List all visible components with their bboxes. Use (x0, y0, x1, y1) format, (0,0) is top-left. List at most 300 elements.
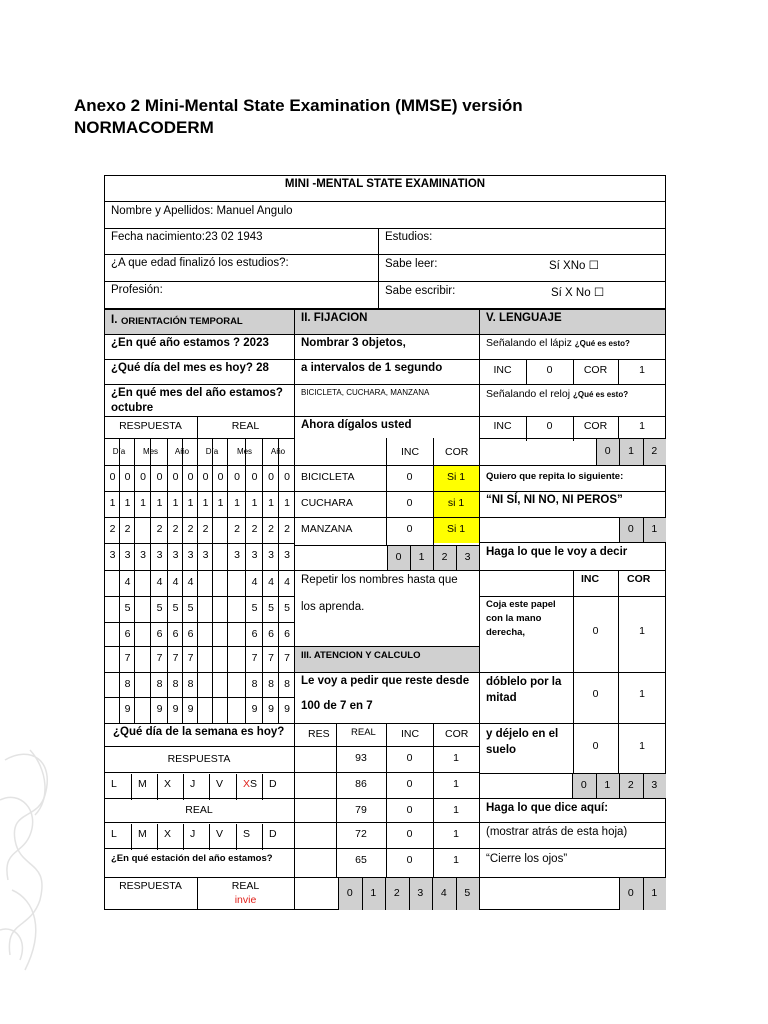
fix-item-name: CUCHARA (301, 497, 353, 509)
digit-cell[interactable]: 4 (284, 576, 290, 588)
score-cell[interactable]: 3 (464, 551, 471, 563)
digit-cell[interactable]: 5 (156, 602, 163, 614)
calc-inc[interactable]: 0 (406, 854, 413, 866)
cmd-2: dóblelo por la mitad (486, 676, 562, 704)
digit-cell[interactable]: 0 (140, 471, 146, 483)
weekday-D[interactable] (269, 778, 277, 790)
divider (479, 384, 666, 385)
digit-cell[interactable]: 7 (187, 652, 194, 664)
write-option: Sí X No ☐ (551, 287, 605, 299)
digit-cell[interactable]: 1 (109, 497, 116, 509)
sec3-title: III. ATENCION Y CALCULO (301, 650, 421, 661)
digit-cell[interactable]: 1 (172, 497, 179, 509)
digit-cell[interactable]: 3 (268, 549, 274, 561)
digit-cell[interactable]: 3 (172, 549, 179, 561)
digit-cell[interactable]: 2 (234, 523, 240, 535)
digit-cell[interactable]: 3 (284, 549, 290, 561)
digit-cell[interactable]: 1 (140, 497, 146, 509)
weekday-letter: D (269, 778, 277, 790)
divider (479, 596, 666, 597)
weekday-letter: L (111, 828, 117, 840)
digit-cell[interactable]: 0 (268, 471, 274, 483)
digit-cell[interactable]: 2 (156, 523, 163, 535)
read-option: Sí XNo ☐ (549, 260, 599, 272)
divider (104, 438, 294, 439)
digit-cell[interactable]: 9 (172, 703, 179, 715)
fix-line-1: Nombrar 3 objetos, (301, 337, 406, 349)
finish-age-field: ¿A que edad finalizó los estudios?: (111, 257, 289, 269)
fix-item-cor[interactable]: si 1 (447, 497, 465, 509)
divider (104, 543, 294, 544)
digit-cell[interactable]: 0 (156, 471, 163, 483)
divider (131, 774, 132, 800)
digit-cell[interactable]: 1 (202, 497, 209, 509)
name-field: Nombre y Apellidos: Manuel Angulo (111, 205, 293, 217)
digit-cell[interactable]: 8 (187, 678, 194, 690)
lang-cell[interactable]: 0 (546, 420, 553, 432)
weekday-letter: S (250, 778, 258, 790)
cmd-3-inc: 0 (592, 740, 599, 752)
digit-cell[interactable]: 4 (187, 576, 194, 588)
weekday-X[interactable] (164, 828, 171, 840)
divider (104, 723, 294, 724)
repeat-label: Quiero que repita lo siguiente: (486, 471, 624, 482)
repeat-phrase: “NI SÍ, NI NO, NI PEROS” (486, 494, 623, 506)
col-ano: Año (174, 447, 190, 456)
digit-cell[interactable]: 3 (109, 549, 116, 561)
score-cell[interactable]: 0 (627, 523, 634, 535)
repeat-line-2: los aprenda. (301, 601, 365, 613)
digit-cell[interactable]: 3 (156, 549, 163, 561)
weekday-S[interactable] (243, 828, 250, 840)
sec1-title-num: I. (111, 314, 118, 326)
digit-cell[interactable]: 9 (187, 703, 194, 715)
lang-cell: INC (493, 364, 512, 376)
digit-cell[interactable]: 0 (284, 471, 290, 483)
weekday-L[interactable] (111, 828, 117, 840)
calc-inc[interactable]: 0 (406, 778, 413, 790)
digit-cell[interactable]: 6 (268, 628, 274, 640)
divider (294, 672, 479, 673)
col-sep-2 (479, 309, 480, 910)
profession-field: Profesión: (111, 284, 163, 296)
fix-line-4: Ahora dígalos usted (301, 419, 412, 431)
digit-cell[interactable]: 0 (187, 471, 194, 483)
weekday-letter: S (243, 828, 251, 840)
weekday-letter: J (190, 828, 196, 840)
calc-inc[interactable]: 0 (406, 828, 413, 840)
digit-cell[interactable]: 7 (268, 652, 274, 664)
divider (479, 822, 666, 823)
weekday-letter: D (269, 828, 277, 840)
cmd-3: y déjelo en el suelo (486, 728, 559, 756)
digit-cell[interactable]: 2 (251, 523, 258, 535)
digit-cell[interactable]: 8 (268, 678, 274, 690)
calc-real: 86 (355, 778, 367, 790)
fix-cor-header: COR (445, 446, 469, 458)
weekday-L[interactable] (111, 778, 117, 790)
lang-cell: COR (583, 420, 608, 432)
q-day: ¿Qué día del mes es hoy? 28 (111, 362, 269, 374)
divider (104, 334, 666, 335)
fix-item-inc[interactable]: 0 (406, 471, 413, 483)
divider (104, 798, 294, 799)
divider (294, 517, 479, 518)
divider (183, 774, 184, 800)
weekday-letter: L (111, 778, 117, 790)
fix-inc-header: INC (401, 446, 420, 458)
digit-cell[interactable]: 5 (187, 602, 194, 614)
calc-cor[interactable]: 1 (453, 778, 459, 790)
cmd-inc-header: INC (581, 573, 600, 585)
digit-cell[interactable]: 2 (124, 523, 131, 535)
divider (104, 622, 294, 623)
calc-real-header: REAL (351, 727, 376, 738)
digit-cell[interactable]: 8 (172, 678, 179, 690)
divider (294, 822, 479, 823)
divider (479, 465, 666, 466)
divider (209, 824, 210, 850)
divider (479, 798, 666, 799)
divider (294, 772, 479, 773)
divider (294, 416, 479, 417)
digit-cell[interactable]: 6 (124, 628, 131, 640)
digit-cell[interactable]: 0 (124, 471, 131, 483)
digit-cell[interactable]: 9 (251, 703, 258, 715)
digit-cell[interactable]: 5 (172, 602, 179, 614)
weekday-letter: J (190, 778, 196, 790)
divider (262, 774, 263, 800)
digit-cell[interactable]: 0 (234, 471, 240, 483)
lang-cell: INC (493, 420, 512, 432)
col-mes: Mes (236, 447, 253, 456)
document-title (74, 95, 674, 139)
digit-cell[interactable]: 1 (156, 497, 163, 509)
cmd-3-cor: 1 (639, 740, 645, 752)
digit-cell[interactable]: 6 (187, 628, 194, 640)
close-eyes: “Cierre los ojos” (486, 853, 568, 865)
clock-label: Señalando el reloj ¿Qué es esto? (486, 388, 629, 400)
divider (104, 848, 294, 849)
digit-cell[interactable]: 5 (251, 602, 258, 614)
q-year: ¿En qué año estamos ? 2023 (111, 337, 269, 349)
weekday-V[interactable] (216, 778, 223, 790)
fix-item-name: BICICLETA (301, 471, 355, 483)
fix-item-name: MANZANA (301, 523, 353, 535)
digit-cell[interactable]: 2 (268, 523, 274, 535)
fix-item-inc[interactable]: 0 (406, 497, 413, 509)
score-cell[interactable]: 0 (395, 551, 402, 563)
weekday-D[interactable] (269, 828, 277, 840)
divider (378, 228, 379, 309)
weekday-respuesta-label: RESPUESTA (167, 753, 231, 765)
digit-cell[interactable]: 6 (156, 628, 163, 640)
score-cell[interactable]: 2 (393, 887, 400, 899)
digit-cell[interactable]: 0 (217, 471, 224, 483)
calc-line-2: 100 de 7 en 7 (301, 700, 373, 712)
score-cell[interactable]: 1 (418, 551, 425, 563)
lang-cell[interactable]: 1 (639, 364, 645, 376)
digit-cell[interactable]: 7 (156, 652, 163, 664)
divider (294, 359, 479, 360)
digit-cell[interactable]: 5 (124, 602, 131, 614)
digit-cell[interactable]: 8 (251, 678, 258, 690)
digit-cell[interactable]: 1 (251, 497, 258, 509)
digit-cell[interactable]: 3 (202, 549, 209, 561)
digit-cell[interactable]: 3 (124, 549, 131, 561)
weekday-mark: X (243, 778, 251, 790)
season-answer: invie (234, 894, 257, 906)
cmd-1: Coja este papel con la mano derecha, (486, 599, 556, 638)
show-back: (mostrar atrás de esta hoja) (486, 826, 628, 838)
weekday-X[interactable] (164, 778, 171, 790)
weekday-letter: V (216, 828, 224, 840)
calc-res-header: RES (308, 728, 330, 740)
digit-cell[interactable]: 8 (156, 678, 163, 690)
divider (236, 824, 237, 850)
calc-real: 72 (355, 828, 367, 840)
divider (294, 491, 479, 492)
digit-cell[interactable]: 9 (284, 703, 290, 715)
calc-cor[interactable]: 1 (453, 752, 459, 764)
col-mes: Mes (142, 447, 159, 456)
digit-cell[interactable]: 2 (202, 523, 209, 535)
title-line-2: NORMACODERM (74, 118, 214, 137)
q-month-2: octubre (111, 402, 154, 414)
weekday-J[interactable] (190, 778, 195, 790)
divider (479, 848, 666, 849)
lang-cell[interactable]: 1 (639, 420, 645, 432)
weekday-S[interactable] (243, 778, 257, 790)
digit-cell[interactable]: 3 (251, 549, 258, 561)
digit-cell[interactable]: 0 (202, 471, 209, 483)
cmd-1-inc: 0 (592, 625, 599, 637)
weekday-letter: M (138, 828, 147, 840)
score-cell[interactable]: 1 (651, 887, 658, 899)
divider (104, 416, 294, 417)
digit-cell[interactable]: 0 (251, 471, 258, 483)
divider (104, 384, 294, 385)
divider (131, 824, 132, 850)
digit-cell[interactable]: 4 (268, 576, 274, 588)
divider (479, 672, 666, 673)
score-cell[interactable]: 0 (627, 887, 634, 899)
divider (104, 465, 294, 466)
calc-cor[interactable]: 1 (453, 804, 459, 816)
divider (104, 672, 294, 673)
digit-cell[interactable]: 1 (268, 497, 274, 509)
cmd-2-cor: 1 (639, 688, 645, 700)
weekday-letter: M (138, 778, 147, 790)
q-month-1: ¿En qué mes del año estamos? (111, 387, 283, 399)
score-cell[interactable]: 3 (417, 887, 424, 899)
score-cell[interactable]: 0 (580, 779, 587, 791)
sec1-title: ORIENTACIÓN TEMPORAL (121, 316, 243, 327)
divider (104, 228, 666, 229)
digit-cell[interactable]: 5 (268, 602, 274, 614)
fix-item-cor[interactable]: Si 1 (446, 523, 466, 535)
divider (294, 848, 479, 849)
repeat-line-1: Repetir los nombres hasta que (301, 574, 458, 586)
digit-cell[interactable]: 9 (156, 703, 163, 715)
score-cell[interactable]: 3 (651, 779, 658, 791)
form-heading: MINI -MENTAL STATE EXAMINATION (284, 178, 486, 190)
season-real-label: REAL (231, 880, 260, 892)
fix-item-cor[interactable]: Si 1 (446, 471, 466, 483)
divider (479, 491, 666, 492)
divider (197, 416, 198, 438)
write-label: Sabe escribir: (385, 285, 456, 297)
pencil-label: Señalando el lápiz ¿Qué es esto? (486, 337, 630, 349)
weekday-letter: X (164, 828, 172, 840)
divider (104, 491, 294, 492)
col-dia: Día (205, 447, 219, 456)
score-cell[interactable]: 2 (651, 445, 658, 457)
divider (104, 281, 666, 282)
weekday-letter: X (164, 778, 172, 790)
digit-cell[interactable]: 1 (187, 497, 194, 509)
season-respuesta-label: RESPUESTA (119, 880, 182, 892)
weekday-M[interactable] (138, 828, 147, 840)
calc-inc[interactable]: 0 (406, 752, 413, 764)
score-cell[interactable]: 0 (346, 887, 353, 899)
divider (157, 824, 158, 850)
divider (236, 774, 237, 800)
digit-cell[interactable]: 1 (234, 497, 240, 509)
divider (104, 772, 294, 773)
studies-field: Estudios: (385, 231, 433, 243)
col-ano: Año (270, 447, 286, 456)
digit-cell[interactable]: 7 (124, 652, 131, 664)
divider (183, 824, 184, 850)
title-line-1: Anexo 2 Mini-Mental State Examination (MMSE) versión (74, 96, 523, 115)
cmd-1-cor: 1 (639, 625, 645, 637)
fix-line-2: a intervalos de 1 segundo (301, 362, 443, 374)
sec2-title: II. FIJACION (301, 312, 368, 324)
calc-inc-header: INC (401, 728, 420, 740)
divider (479, 723, 666, 724)
score-cell[interactable]: 1 (370, 887, 377, 899)
divider (157, 774, 158, 800)
digit-cell[interactable]: 8 (124, 678, 131, 690)
weekday-real-label: REAL (185, 804, 213, 816)
digit-cell[interactable]: 0 (109, 471, 116, 483)
divider (104, 646, 294, 647)
divider (104, 822, 294, 823)
divider (104, 201, 666, 202)
divider (104, 359, 294, 360)
score-cell[interactable]: 4 (440, 887, 447, 899)
score-cell[interactable]: 2 (627, 779, 634, 791)
cmd-cor-header: COR (627, 573, 651, 585)
weekday-M[interactable] (138, 778, 147, 790)
digit-cell[interactable]: 2 (172, 523, 179, 535)
fix-line-3: BICICLETA, CUCHARA, MANZANA (301, 388, 430, 397)
calc-real: 93 (355, 752, 367, 764)
digit-cell[interactable]: 4 (172, 576, 179, 588)
calc-inc[interactable]: 0 (406, 804, 413, 816)
divider (294, 798, 479, 799)
divider (294, 570, 479, 571)
q-weekday: ¿Qué día de la semana es hoy? (113, 726, 285, 738)
digit-cell[interactable]: 4 (156, 576, 163, 588)
score-cell[interactable]: 2 (441, 551, 448, 563)
score-cell[interactable]: 1 (604, 779, 611, 791)
cmd-2-inc: 0 (592, 688, 599, 700)
weekday-letter: V (216, 778, 224, 790)
calc-line-1: Le voy a pedir que reste desde (301, 675, 470, 687)
respuesta-label: RESPUESTA (119, 420, 182, 432)
divider (294, 746, 479, 747)
digit-cell[interactable]: 1 (124, 497, 131, 509)
weekday-V[interactable] (216, 828, 223, 840)
divider (104, 596, 294, 597)
divider (104, 517, 294, 518)
q-season: ¿En qué estación del año estamos? (111, 853, 273, 864)
digit-cell[interactable]: 9 (268, 703, 274, 715)
digit-cell[interactable]: 3 (234, 549, 240, 561)
digit-cell[interactable]: 7 (284, 652, 290, 664)
calc-cor[interactable]: 1 (453, 828, 459, 840)
divider (104, 697, 294, 698)
divider (209, 774, 210, 800)
sec5-title: V. LENGUAJE (486, 312, 562, 324)
fix-item-inc[interactable]: 0 (406, 523, 413, 535)
lang-cell: COR (583, 364, 608, 376)
do-label: Haga lo que le voy a decir (486, 546, 628, 558)
digit-cell[interactable]: 1 (284, 497, 290, 509)
divider (104, 254, 666, 255)
score-cell[interactable]: 5 (464, 887, 471, 899)
score-cell[interactable]: 1 (628, 445, 634, 457)
birth-field: Fecha nacimiento:23 02 1943 (111, 231, 263, 243)
digit-cell[interactable]: 4 (124, 576, 131, 588)
digit-cell[interactable]: 5 (284, 602, 290, 614)
digit-cell[interactable]: 6 (172, 628, 179, 640)
read-label: Sabe leer: (385, 258, 438, 270)
digit-cell[interactable]: 4 (251, 576, 258, 588)
watermark-sketch (0, 740, 60, 980)
digit-cell[interactable]: 7 (251, 652, 258, 664)
calc-real: 79 (355, 804, 367, 816)
divider (104, 570, 294, 571)
score-cell[interactable]: 0 (604, 445, 611, 457)
calc-cor[interactable]: 1 (453, 854, 459, 866)
divider (104, 746, 294, 747)
digit-cell[interactable]: 3 (140, 549, 146, 561)
digit-cell[interactable]: 7 (172, 652, 179, 664)
calc-cor-header: COR (445, 728, 469, 740)
digit-cell[interactable]: 2 (187, 523, 194, 535)
digit-cell[interactable]: 3 (187, 549, 194, 561)
divider (262, 824, 263, 850)
score-cell[interactable]: 1 (651, 523, 658, 535)
divider (294, 384, 479, 385)
digit-cell[interactable]: 9 (124, 703, 131, 715)
weekday-J[interactable] (190, 828, 195, 840)
digit-cell[interactable]: 0 (172, 471, 179, 483)
col-dia: Día (112, 447, 126, 456)
say-label: Haga lo que dice aquí: (486, 802, 609, 814)
divider (479, 542, 666, 543)
digit-cell[interactable]: 6 (251, 628, 258, 640)
lang-cell[interactable]: 0 (546, 364, 553, 376)
digit-cell[interactable]: 2 (284, 523, 290, 535)
digit-cell[interactable]: 1 (217, 497, 224, 509)
digit-cell[interactable]: 6 (284, 628, 290, 640)
digit-cell[interactable]: 2 (109, 523, 116, 535)
digit-cell[interactable]: 8 (284, 678, 290, 690)
